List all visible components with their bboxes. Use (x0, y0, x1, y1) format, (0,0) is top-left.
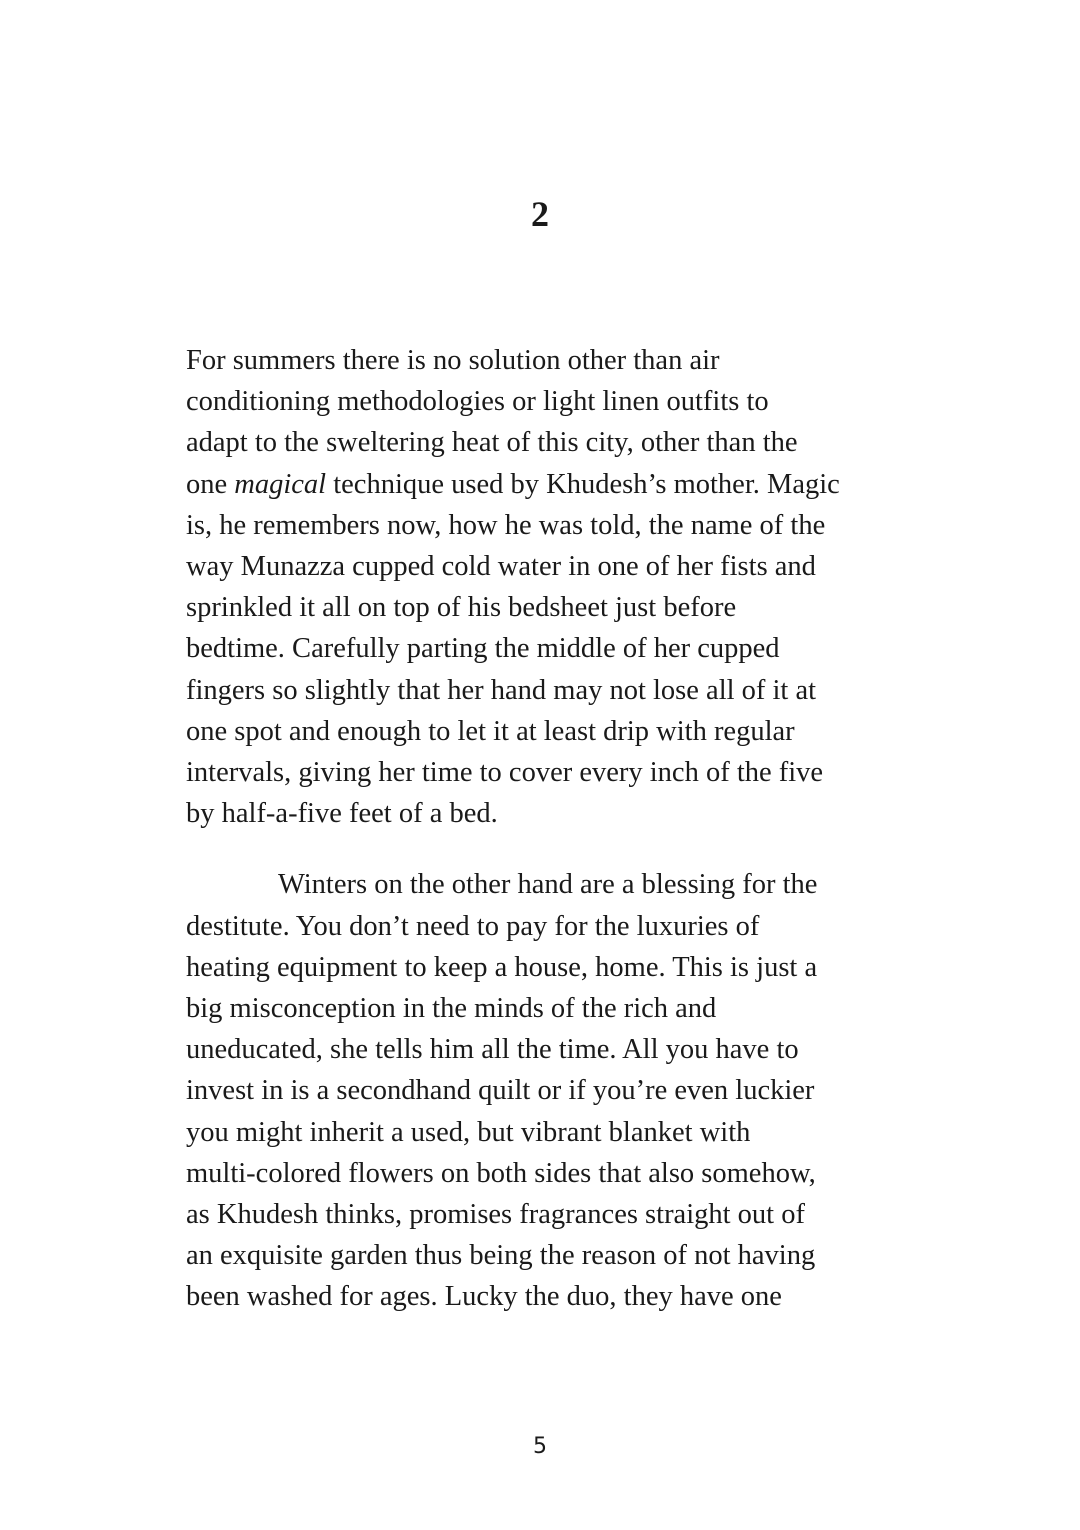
text-line: destitute. You don’t need to pay for the luxuries of (186, 910, 760, 942)
chapter-number: 2 (531, 194, 549, 234)
text-line: intervals, giving her time to cover every inch of the five (186, 757, 824, 789)
text-line: invest in is a secondhand quilt or if you’re even luckier (186, 1075, 815, 1107)
text-line: one spot and enough to let it at least drip with regular (186, 715, 795, 747)
text-line: bedtime. Carefully parting the middle of her cupped (186, 633, 780, 665)
text-line: conditioning methodologies or light linen outfits to (186, 386, 769, 418)
text-line: been washed for ages. Lucky the duo, they have one (186, 1281, 782, 1313)
text-line: you might inherit a used, but vibrant blanket with (186, 1116, 751, 1148)
paragraph (186, 340, 902, 834)
text-line: adapt to the sweltering heat of this city, other than the (186, 427, 798, 459)
text-segment: Winters on the other hand are a blessing for the (278, 869, 818, 901)
text-segment: one (186, 468, 235, 500)
text-line: sprinkled it all on top of his bedsheet just before (186, 592, 737, 624)
text-segment: technique used by Khudesh’s mother. Magic (326, 468, 840, 500)
text-line: uneducated, she tells him all the time. All you have to (186, 1034, 799, 1066)
text-line: is, he remembers now, how he was told, the name of the (186, 509, 826, 541)
italic-word: magical (234, 468, 327, 500)
paragraph (186, 864, 902, 1317)
text-line: heating equipment to keep a house, home. This is just a (186, 951, 818, 983)
text-line: fingers so slightly that her hand may not lose all of it at (186, 674, 817, 706)
paragraph-gap (186, 834, 902, 864)
text-line: an exquisite garden thus being the reason of not having (186, 1240, 816, 1272)
text-line (186, 864, 902, 905)
text-line (186, 464, 902, 505)
text-line: as Khudesh thinks, promises fragrances straight out of (186, 1199, 805, 1231)
body-text (186, 340, 902, 1318)
text-line: For summers there is no solution other than air (186, 345, 720, 376)
page-number: 5 (533, 1434, 547, 1459)
text-line: way Munazza cupped cold water in one of her fists and (186, 551, 816, 583)
text-line: big misconception in the minds of the rich and (186, 993, 717, 1025)
text-line: by half-a-five feet of a bed. (186, 798, 498, 830)
text-line: multi-colored flowers on both sides that also somehow, (186, 1157, 816, 1189)
